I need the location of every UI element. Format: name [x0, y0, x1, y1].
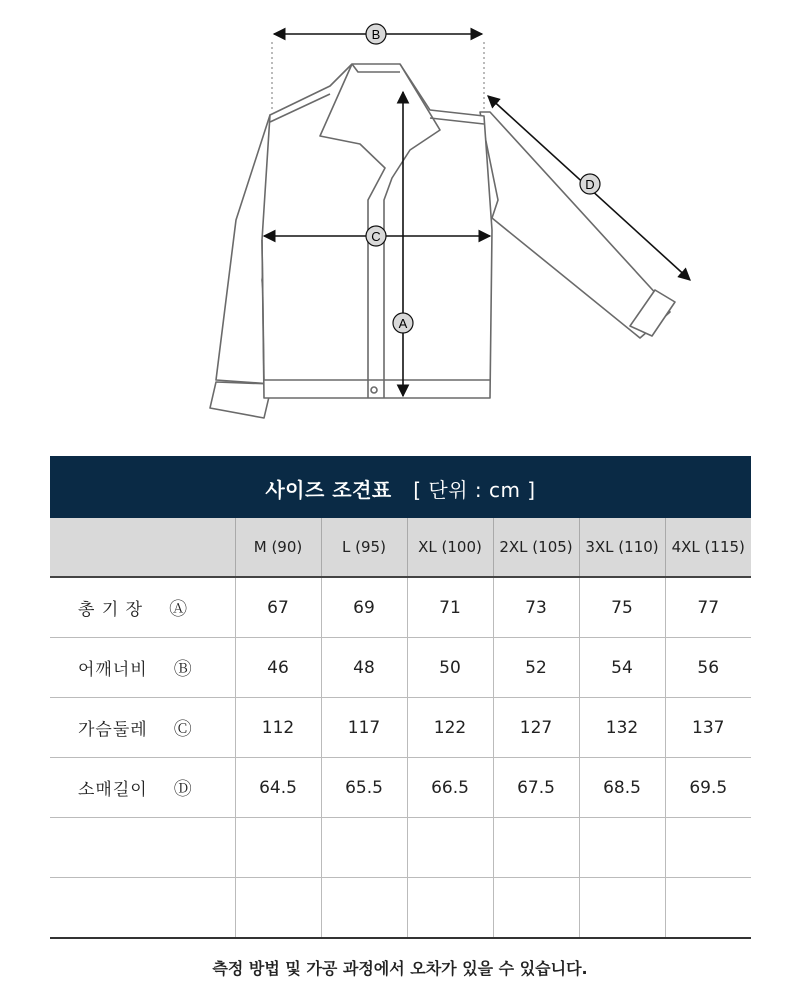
header-corner — [50, 518, 235, 577]
table-row — [50, 758, 751, 818]
row-label-mark: Ⓑ — [173, 658, 193, 680]
table-unit: [ 단위 : cm ] — [413, 478, 536, 502]
table-cell: 50 — [407, 638, 493, 698]
row-label — [50, 577, 235, 638]
header-size: L (95) — [321, 518, 407, 577]
row-label-text: 총 기 장 — [78, 599, 144, 620]
row-label — [50, 638, 235, 698]
footer-note: 측정 방법 및 가공 과정에서 오차가 있을 수 있습니다. — [212, 959, 588, 978]
table-cell: 52 — [493, 638, 579, 698]
table-cell — [235, 878, 321, 939]
row-label — [50, 758, 235, 818]
size-chart-table — [50, 456, 751, 939]
table-cell: 48 — [321, 638, 407, 698]
table-cell: 69 — [321, 577, 407, 638]
table-body — [50, 577, 751, 938]
table-cell: 68.5 — [579, 758, 665, 818]
table-cell — [321, 878, 407, 939]
table-cell — [579, 878, 665, 939]
row-label — [50, 698, 235, 758]
table-cell: 75 — [579, 577, 665, 638]
table-row — [50, 818, 751, 878]
table-cell: 112 — [235, 698, 321, 758]
table-cell — [579, 818, 665, 878]
table-cell: 64.5 — [235, 758, 321, 818]
header-size: XL (100) — [407, 518, 493, 577]
table-cell — [665, 878, 751, 939]
row-label — [50, 878, 235, 939]
table-header-row — [50, 518, 751, 577]
table-cell: 67.5 — [493, 758, 579, 818]
table-row — [50, 878, 751, 939]
table-cell: 66.5 — [407, 758, 493, 818]
table-cell: 46 — [235, 638, 321, 698]
marker-b: B — [371, 27, 381, 42]
table-cell: 122 — [407, 698, 493, 758]
row-label — [50, 818, 235, 878]
table-cell: 67 — [235, 577, 321, 638]
marker-d: D — [585, 177, 595, 192]
row-label-mark: Ⓒ — [173, 718, 193, 740]
table-cell: 54 — [579, 638, 665, 698]
table-cell: 69.5 — [665, 758, 751, 818]
header-size: 2XL (105) — [493, 518, 579, 577]
table-cell — [407, 878, 493, 939]
table-cell: 65.5 — [321, 758, 407, 818]
marker-c: C — [371, 229, 381, 244]
jacket-measurement-diagram — [0, 0, 800, 440]
table-row — [50, 638, 751, 698]
marker-a: A — [398, 316, 408, 331]
table-cell: 77 — [665, 577, 751, 638]
table-cell: 117 — [321, 698, 407, 758]
table-title: 사이즈 조견표 — [265, 478, 392, 502]
table-cell — [235, 818, 321, 878]
row-label-mark: Ⓓ — [173, 778, 193, 800]
table-row — [50, 698, 751, 758]
row-label-text: 소매길이 — [78, 779, 148, 800]
table-cell — [493, 818, 579, 878]
table-cell — [493, 878, 579, 939]
table-cell: 56 — [665, 638, 751, 698]
row-label-mark: Ⓐ — [169, 598, 189, 620]
table-cell — [665, 818, 751, 878]
header-size: M (90) — [235, 518, 321, 577]
header-size: 4XL (115) — [665, 518, 751, 577]
header-size: 3XL (110) — [579, 518, 665, 577]
table-cell: 127 — [493, 698, 579, 758]
jacket-outline — [210, 64, 675, 418]
table-title-row — [50, 458, 751, 519]
table-row — [50, 577, 751, 638]
table-cell: 73 — [493, 577, 579, 638]
table-cell — [407, 818, 493, 878]
row-label-text: 가슴둘레 — [78, 719, 148, 740]
table-cell: 132 — [579, 698, 665, 758]
table-cell: 71 — [407, 577, 493, 638]
table-cell: 137 — [665, 698, 751, 758]
table-cell — [321, 818, 407, 878]
row-label-text: 어깨너비 — [78, 659, 148, 680]
